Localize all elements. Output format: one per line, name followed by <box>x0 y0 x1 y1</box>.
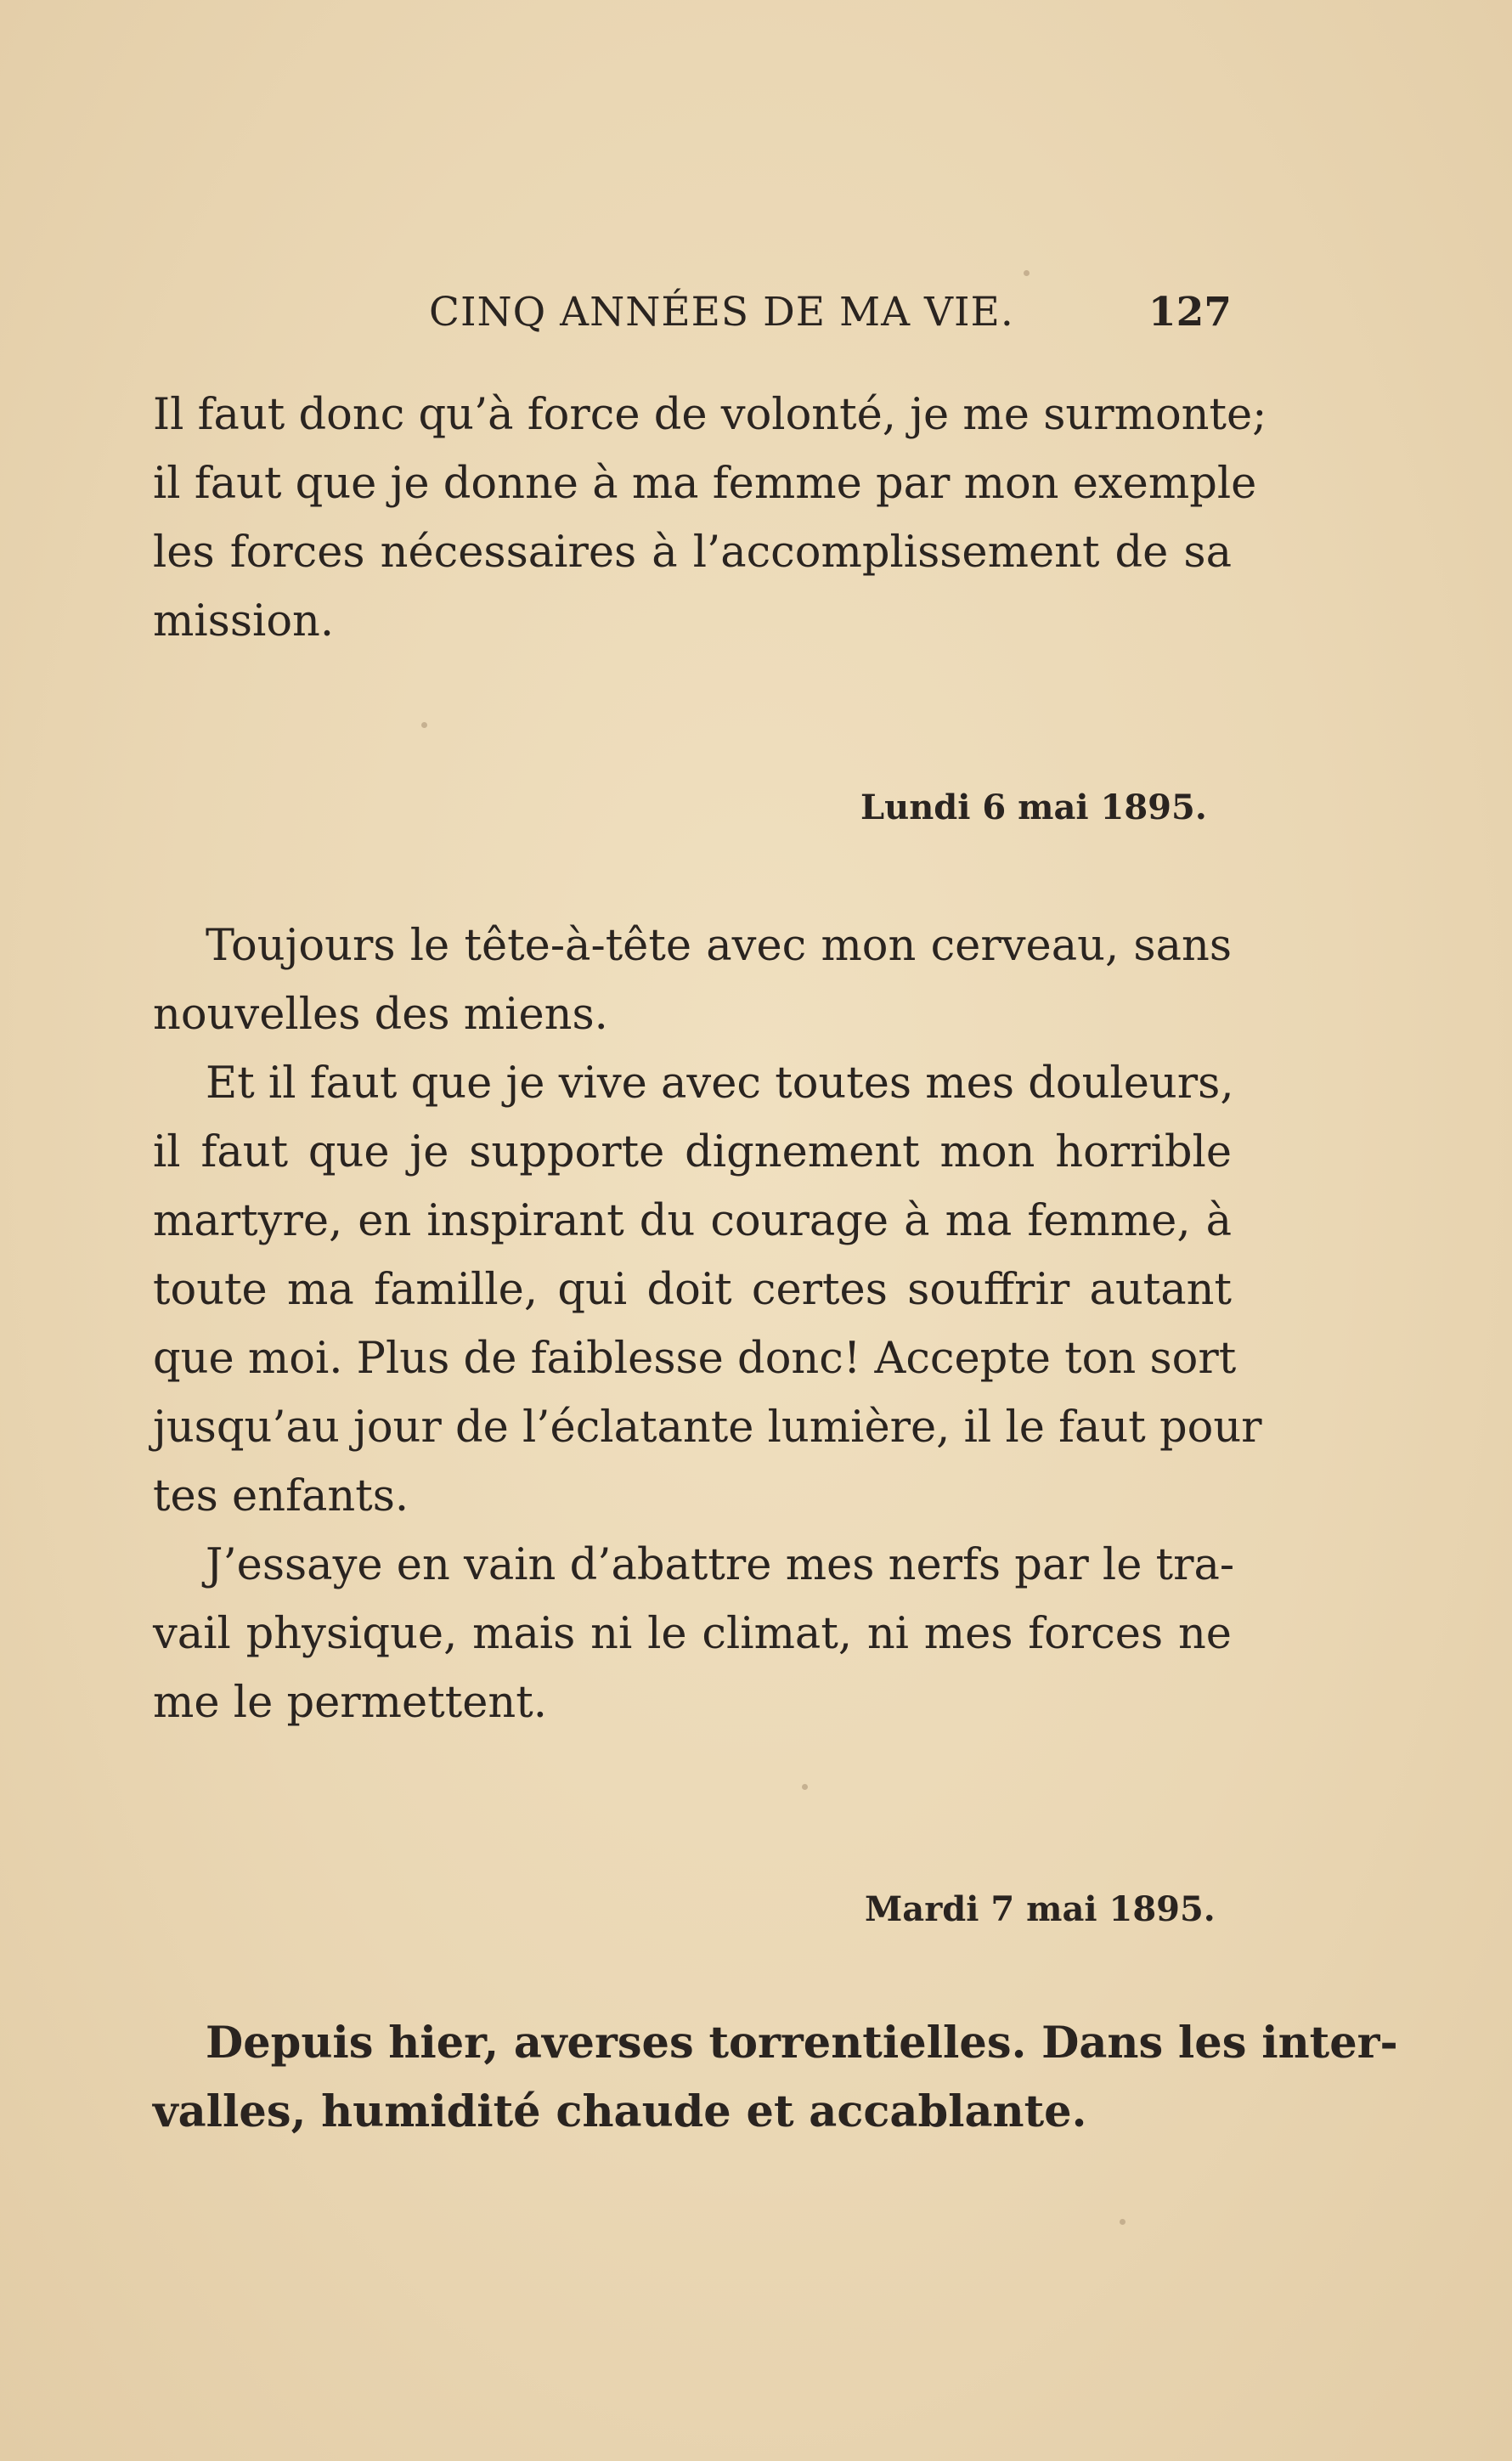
text-line: nouvelles des miens. <box>153 990 608 1040</box>
text-line: martyre, en inspirant du courage à ma femme, à <box>153 1196 1232 1246</box>
paragraph-2 <box>153 912 1232 1049</box>
text-line: J’essaye en vain d’abattre mes nerfs par le tra- <box>206 1540 1235 1590</box>
paragraph-4 <box>153 1531 1235 1737</box>
text-line: Toujours le tête-à-tête avec mon cerveau, sans <box>206 921 1232 971</box>
text-line: les forces nécessaires à l’accomplissement de sa <box>153 528 1232 578</box>
page-header <box>153 289 1232 348</box>
text-line: valles, humidité chaude et accablante. <box>153 2086 1087 2137</box>
text-line: vail physique, mais ni le climat, ni mes forces ne <box>153 1609 1232 1659</box>
paragraph-3 <box>153 1049 1262 1531</box>
paragraph-5 <box>153 2009 1398 2147</box>
paper-speck <box>1120 2219 1126 2225</box>
entry-date: Lundi 6 mai 1895. <box>860 787 1207 827</box>
text-line: toute ma famille, qui doit certes souffrir autant <box>153 1265 1232 1315</box>
running-title: CINQ ANNÉES DE MA VIE. <box>429 289 1014 336</box>
text-line: mission. <box>153 596 335 646</box>
text-line: Il faut donc qu’à force de volonté, je me surmonte; <box>153 390 1267 440</box>
text-line: il faut que je supporte dignement mon horrible <box>153 1127 1232 1177</box>
paragraph-1 <box>153 381 1267 656</box>
text-line: Et il faut que je vive avec toutes mes douleurs, <box>206 1058 1234 1109</box>
text-line: que moi. Plus de faiblesse donc! Accepte ton sort <box>153 1334 1237 1384</box>
entry-date: Mardi 7 mai 1895. <box>865 1889 1216 1929</box>
text-line: me le permettent. <box>153 1678 547 1728</box>
text-line: tes enfants. <box>153 1471 409 1521</box>
page-number: 127 <box>1148 289 1232 336</box>
text-line: jusqu’au jour de l’éclatante lumière, il le faut pour <box>153 1403 1262 1453</box>
text-line: il faut que je donne à ma femme par mon exemple <box>153 459 1257 509</box>
text-line: Depuis hier, averses torrentielles. Dans les inter- <box>206 2018 1398 2069</box>
paper-speck <box>421 722 427 728</box>
paper-speck <box>802 1784 808 1790</box>
paper-speck <box>1024 270 1030 276</box>
